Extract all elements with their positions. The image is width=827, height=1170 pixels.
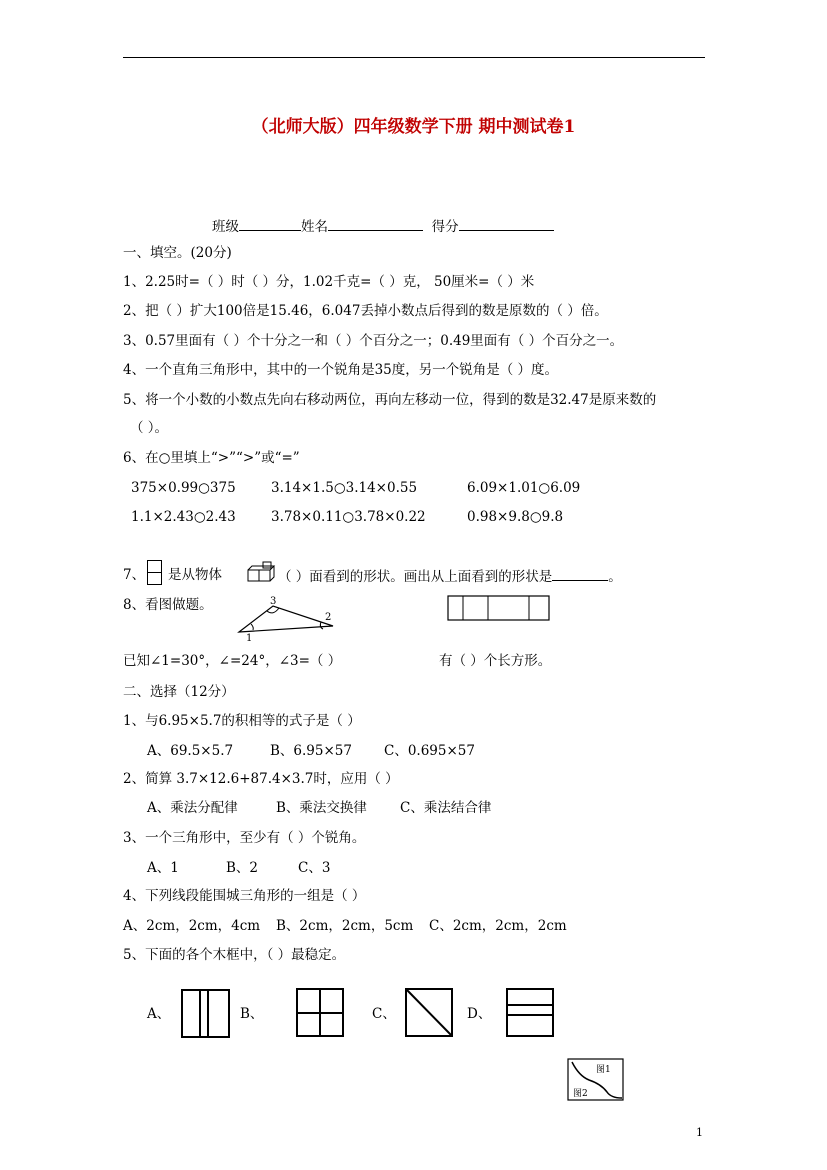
q7-period: 。: [608, 569, 622, 585]
s2-q1-opt-a: A、69.5×5.7: [147, 743, 234, 759]
s2-q3-opt-c: C、3: [298, 860, 331, 876]
section2-heading: 二、选择（12分）: [123, 684, 235, 700]
front-view-icon: [147, 560, 163, 586]
s1-q5-blank: （ ）。: [130, 420, 169, 436]
s1-q1: 1、2.25时=（ ）时（ ）分，1.02千克=（ ）克， 50厘米=（ ）米: [123, 274, 535, 290]
section1-heading: 一、填空。(20分): [123, 245, 232, 261]
frame-d-label: D、: [467, 1006, 492, 1022]
s2-q1: 1、与6.95×5.7的积相等的式子是（ ）: [123, 713, 361, 729]
s2-q2-opt-b: B、乘法交换律: [276, 800, 367, 816]
s1-q7-text2: [278, 566, 622, 586]
s2-q1-opt-b: B、6.95×57: [270, 743, 352, 759]
page-title: （北师大版）四年级数学下册 期中测试卷1: [251, 117, 576, 137]
fig2-label: 图2: [573, 1089, 588, 1099]
angle2-label: 2: [325, 612, 332, 623]
q6-row2-col1: 1.1×2.43○2.43: [131, 509, 236, 525]
s2-q4-opt-c: C、2cm，2cm，2cm: [429, 918, 567, 934]
frame-b-figure: [296, 988, 345, 1038]
fig1-label: 图1: [596, 1065, 611, 1075]
frame-c-label: C、: [372, 1006, 396, 1022]
s2-q3-opt-a: A、1: [147, 860, 179, 876]
s2-q2: 2、简算 3.7×12.6+87.4×3.7时，应用（ ）: [123, 771, 399, 787]
page-number: 1: [696, 1126, 703, 1139]
frame-a-label: A、: [147, 1006, 171, 1022]
s2-q2-opt-c: C、乘法结合律: [400, 800, 492, 816]
s2-q5: 5、下面的各个木框中，（ ）最稳定。: [123, 947, 346, 963]
s1-q4: 4、一个直角三角形中，其中的一个锐角是35度，另一个锐角是（ ）度。: [123, 362, 559, 378]
s2-q3: 3、一个三角形中，至少有（ ）个锐角。: [123, 830, 366, 846]
q7-answer-blank[interactable]: [552, 566, 608, 581]
s2-q2-opt-a: A、乘法分配律: [147, 800, 238, 816]
frame-c-figure: [405, 988, 454, 1038]
s1-q5: 5、将一个小数的小数点先向右移动两位，再向左移动一位，得到的数是32.47是原来数的: [123, 392, 657, 408]
s1-q8-rect: 有（ ）个长方形。: [439, 653, 552, 669]
angle3-label: 3: [270, 596, 277, 607]
s1-q2: 2、把（ ）扩大100倍是15.46，6.047丢掉小数点后得到的数是原数的（ ）倍。: [123, 303, 608, 319]
frame-d-figure: [506, 988, 555, 1038]
frame-a-figure: [181, 989, 231, 1039]
q6-row2-col3: 0.98×9.8○9.8: [467, 509, 564, 525]
score-label: 得分: [431, 219, 459, 235]
cube-object-icon: [246, 562, 278, 586]
s2-q4-opt-b: B、2cm，2cm，5cm: [276, 918, 414, 934]
s2-q4: 4、下列线段能围城三角形的一组是（ ）: [123, 888, 366, 904]
q6-row1-col1: 375×0.99○375: [131, 480, 236, 496]
header-fields: [212, 216, 554, 236]
s2-q4-opt-a: A、2cm，2cm，4cm: [123, 918, 261, 934]
triangle-figure: [236, 594, 346, 642]
frame-b-label: B、: [240, 1006, 264, 1022]
small-figure: [567, 1058, 625, 1102]
top-rule: [123, 57, 705, 58]
q7-question: （ ）面看到的形状。画出从上面看到的形状是: [278, 569, 553, 585]
angle1-label: 1: [246, 633, 253, 644]
q6-row1-col3: 6.09×1.01○6.09: [467, 480, 581, 496]
s2-q3-opt-b: B、2: [226, 860, 259, 876]
s1-q7-prefix: 7、: [123, 567, 146, 583]
q6-row1-col2: 3.14×1.5○3.14×0.55: [271, 480, 418, 496]
s1-q7-text1: 是从物体: [168, 567, 222, 583]
name-label: 姓名: [301, 219, 328, 235]
s1-q6: 6、在○里填上“>”“>”或“=”: [123, 450, 300, 466]
s2-q1-opt-c: C、0.695×57: [384, 743, 475, 759]
name-blank[interactable]: [328, 216, 423, 231]
class-label: 班级: [212, 219, 239, 235]
s1-q3: 3、0.57里面有（ ）个十分之一和（ ）个百分之一；0.49里面有（ ）个百分之一。: [123, 333, 624, 349]
s1-q8: 8、看图做题。: [123, 597, 213, 613]
rectangles-figure: [447, 595, 551, 622]
class-blank[interactable]: [239, 216, 301, 231]
score-blank[interactable]: [459, 216, 554, 231]
s1-q8-given: 已知∠1=30°，∠=24°，∠3=（ ）: [123, 653, 342, 669]
q6-row2-col2: 3.78×0.11○3.78×0.22: [271, 509, 426, 525]
